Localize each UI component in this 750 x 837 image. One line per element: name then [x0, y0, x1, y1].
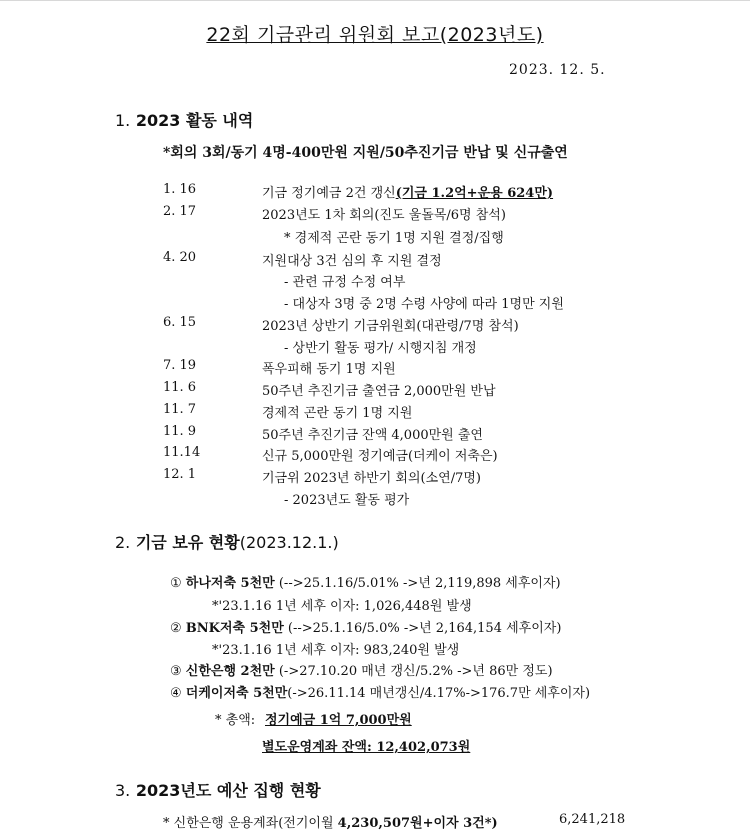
fund-item-detail: (->26.11.14 매년갱신/4.17%->176.7만 세후이자) [287, 686, 591, 701]
fund-item-mark: ① [170, 576, 182, 591]
event-text: 50주년 추진기금 출연금 2,000만원 반납 [262, 384, 496, 399]
budget-line-prefix: * 신한은행 운용계좌(전기이월 [163, 816, 338, 831]
event-text [262, 182, 553, 201]
section1-title: 2023 활동 내역 [135, 111, 254, 130]
top-border [0, 0, 750, 1]
section2-title: 기금 보유 현황 [135, 533, 240, 552]
fund-item-detail: (-->25.1.16/5.01% ->년 2,119,898 세후이자) [274, 576, 561, 591]
fund-item [170, 682, 590, 701]
section1-heading [115, 108, 253, 131]
event-text: 폭우피해 동기 1명 지원 [262, 362, 396, 377]
section3-title: 2023년도 예산 집행 현황 [135, 781, 321, 800]
event-note: * 경제적 곤란 동기 1명 지원 결정/집행 [284, 231, 504, 246]
section1-summary: *회의 3회/동기 4명-400만원 지원/50추진기금 반납 및 신규출연 [163, 145, 568, 161]
event-date: 1. 16 [163, 182, 197, 197]
event-text: 지원대상 3건 심의 후 지원 결정 [262, 254, 442, 269]
event-date: 11. 6 [163, 380, 197, 395]
budget-amount: 6,241,218 [559, 812, 626, 827]
event-text: 신규 5,000만원 정기예금(더케이 저축은) [262, 449, 498, 464]
event-text: 2023년 상반기 기금위원회(대관령/7명 참석) [262, 319, 519, 334]
fund-item-mark: ④ [170, 686, 182, 701]
event-date: 6. 15 [163, 315, 197, 330]
event-note: - 관련 규정 수정 여부 [284, 275, 406, 290]
operating-balance [262, 736, 470, 755]
fund-item-name: 더케이저축 5천만 [185, 686, 288, 701]
section3-number: 3. [115, 781, 131, 800]
event-date: 11. 9 [163, 424, 197, 439]
event-text-highlight: (기금 1.2억+운용 624만) [395, 186, 554, 201]
event-note: - 상반기 활동 평가/ 시행지침 개정 [284, 341, 477, 356]
fund-item-mark: ③ [170, 664, 182, 679]
event-note: - 2023년도 활동 평가 [284, 493, 410, 508]
total-label: * 총액: [215, 713, 256, 728]
fund-item [170, 572, 561, 591]
operating-balance-text: 별도운영계좌 잔액: 12,402,073원 [262, 740, 471, 755]
fund-item-note: *'23.1.16 1년 세후 이자: 1,026,448원 발생 [212, 599, 472, 614]
total-value-text: 정기예금 1억 7,000만원 [265, 713, 412, 728]
event-date: 2. 17 [163, 204, 197, 219]
fund-item [170, 660, 553, 679]
event-text: 경제적 곤란 동기 1명 지원 [262, 406, 413, 421]
event-text-main: 기금 정기예금 2건 갱신 [262, 186, 396, 201]
fund-item-name: 하나저축 5천만 [185, 576, 275, 591]
event-text: 기금위 2023년 하반기 회의(소연/7명) [262, 471, 481, 486]
section2-heading [115, 530, 339, 553]
fund-item-detail: (-->25.1.16/5.0% ->년 2,164,154 세후이자) [283, 621, 562, 636]
report-date: 2023. 12. 5. [509, 62, 606, 78]
fund-item [170, 617, 561, 636]
fund-item-mark: ② [170, 621, 182, 636]
section1-number: 1. [115, 111, 131, 130]
report-title: 22회 기금관리 위원회 보고(2023년도) [206, 24, 544, 46]
fund-item-note: *'23.1.16 1년 세후 이자: 983,240원 발생 [212, 643, 460, 658]
section3-heading [115, 778, 321, 801]
section2-date: (2023.12.1.) [239, 533, 339, 552]
event-date: 7. 19 [163, 358, 197, 373]
event-date: 12. 1 [163, 467, 197, 482]
fund-item-name: 신한은행 2천만 [185, 664, 275, 679]
event-text: 2023년도 1차 회의(진도 울돌목/6명 참석) [262, 208, 506, 223]
fund-item-detail: (->27.10.20 매년 갱신/5.2% ->년 86만 정도) [274, 664, 553, 679]
total-value [265, 709, 412, 728]
event-date: 11.14 [163, 445, 201, 460]
budget-line [163, 812, 498, 831]
budget-line-bold: 4,230,507원+이자 3건*) [337, 816, 498, 831]
fund-item-name: BNK저축 5천만 [185, 621, 284, 636]
section2-number: 2. [115, 533, 131, 552]
event-text: 50주년 추진기금 잔액 4,000만원 출연 [262, 428, 483, 443]
event-date: 11. 7 [163, 402, 197, 417]
event-date: 4. 20 [163, 250, 197, 265]
event-note: - 대상자 3명 중 2명 수령 사양에 따라 1명만 지원 [284, 297, 564, 312]
